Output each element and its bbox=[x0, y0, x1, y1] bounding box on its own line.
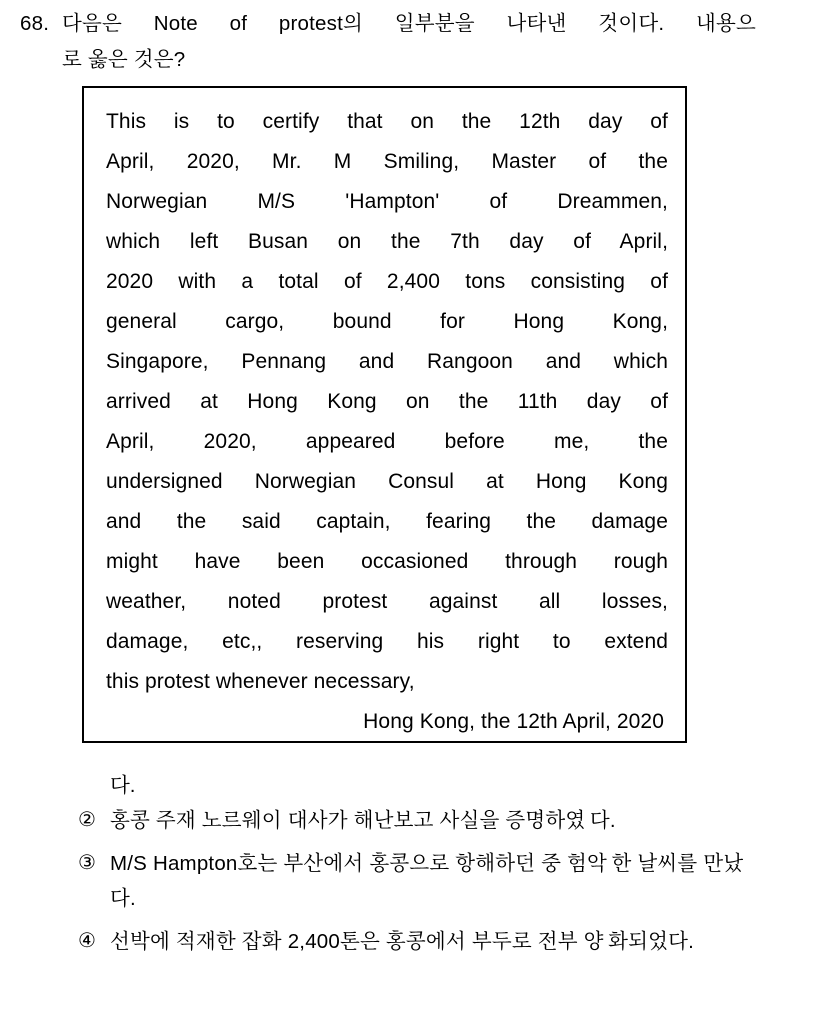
note-of-protest-box bbox=[82, 86, 687, 743]
note-body bbox=[106, 102, 668, 742]
option-text-line: 홍콩 주재 노르웨이 대사가 해난보고 사실을 증명하였 bbox=[110, 809, 586, 832]
note-line: general cargo, bound for Hong Kong, bbox=[106, 310, 668, 333]
note-line: and the said captain, fearing the damage bbox=[106, 510, 668, 533]
option-2-body bbox=[110, 803, 756, 838]
option-text-line: 다. bbox=[589, 809, 616, 832]
question-number: 68. bbox=[20, 12, 50, 35]
note-line: 2020 with a total of 2,400 tons consisting of bbox=[106, 270, 668, 293]
option-text-line: 한 날씨를 만났다. bbox=[110, 852, 744, 910]
option-3[interactable] bbox=[78, 846, 756, 916]
option-4-marker: ④ bbox=[78, 930, 96, 952]
option-4-body bbox=[110, 924, 756, 959]
note-line: which left Busan on the 7th day of April, bbox=[106, 230, 668, 253]
question-line-1 bbox=[20, 6, 756, 42]
question-line-2 bbox=[20, 42, 756, 78]
note-line: damage, etc,, reserving his right to extend bbox=[106, 630, 668, 653]
option-3-body bbox=[110, 846, 756, 916]
note-line: Norwegian M/S 'Hampton' of Dreammen, bbox=[106, 190, 668, 213]
option-text-line: 선박에 적재한 잡화 2,400톤은 홍콩에서 부두로 전부 양 bbox=[110, 930, 604, 953]
question-text-line-2: 로 옳은 것은? bbox=[62, 48, 186, 71]
option-2-marker: ② bbox=[78, 809, 96, 831]
note-line: arrived at Hong Kong on the 11th day of bbox=[106, 390, 668, 413]
note-line: April, 2020, appeared before me, the bbox=[106, 430, 668, 453]
note-line: might have been occasioned through rough bbox=[106, 550, 668, 573]
question-text-line-1: 다음은 Note of protest의 일부분을 나타낸 것이다. 내용으 bbox=[62, 12, 756, 35]
option-2[interactable] bbox=[78, 803, 756, 838]
option-text-line: 화되었다. bbox=[608, 930, 695, 953]
option-4[interactable] bbox=[78, 924, 756, 959]
answer-options bbox=[78, 768, 756, 967]
note-line: April, 2020, Mr. M Smiling, Master of the bbox=[106, 150, 668, 173]
note-line: weather, noted protest against all losses, bbox=[106, 590, 668, 613]
option-3-marker: ③ bbox=[78, 852, 96, 874]
option-1-continuation-line: 다. bbox=[110, 774, 136, 797]
note-line: this protest whenever necessary, bbox=[106, 670, 415, 693]
question-header bbox=[20, 6, 756, 78]
note-line: This is to certify that on the 12th day of bbox=[106, 110, 668, 133]
note-signature-line: Hong Kong, the 12th April, 2020 bbox=[363, 710, 664, 733]
note-line: Singapore, Pennang and Rangoon and which bbox=[106, 350, 668, 373]
note-line: undersigned Norwegian Consul at Hong Kong bbox=[106, 470, 668, 493]
option-text-line: M/S Hampton호는 부산에서 홍콩으로 항해하던 중 험악 bbox=[110, 852, 608, 875]
